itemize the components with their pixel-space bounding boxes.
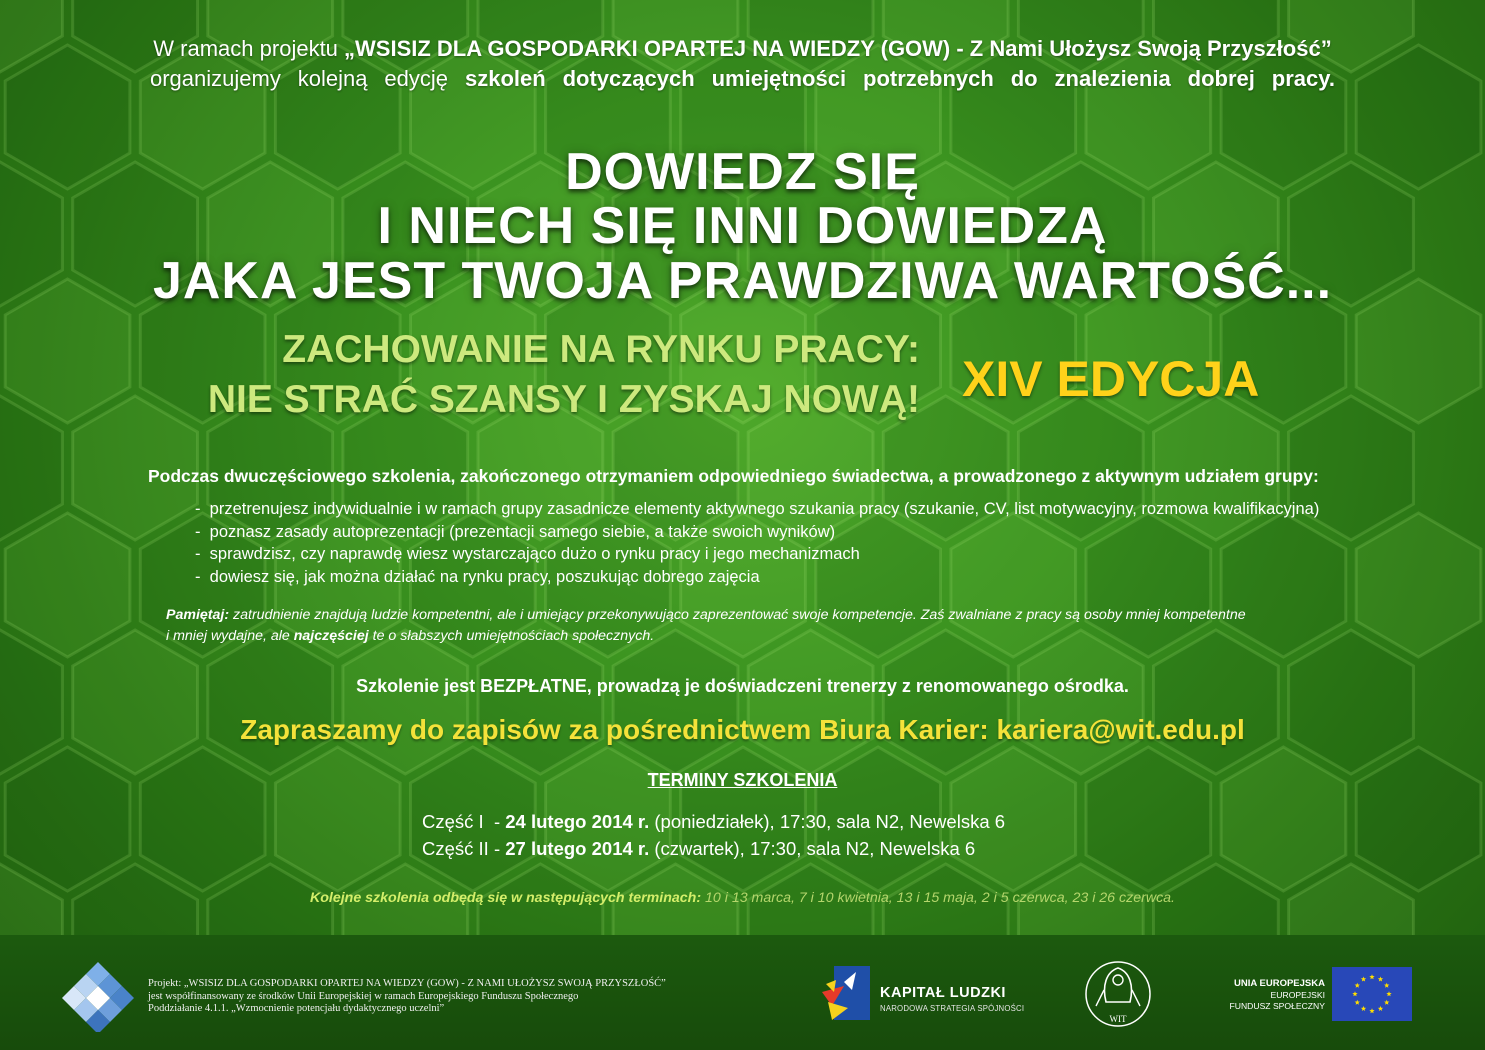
- eu-fund: EUROPEJSKI FUNDUSZ SPOŁECZNY: [1229, 990, 1325, 1011]
- remember-label: Pamiętaj:: [166, 607, 230, 623]
- lead-text: Podczas dwuczęściowego szkolenia, zakończonego otrzymaniem odpowiedniego świadectwa, a prowadzonego z aktywnym udziałem grupy:: [148, 466, 1319, 486]
- benefits-list: [195, 498, 1319, 588]
- wsisiz-logo: [56, 960, 140, 1032]
- project-info: Projekt: „WSISIZ DLA GOSPODARKI OPARTEJ NA WIEDZY (GOW) - Z NAMI UŁOŻYSZ SWOJĄ PRZYSZŁOŚĆ” jest współfinansowany ze środków Unii Europejskiej w ramach Europejskiego Funduszu Społecznego Poddziałanie 4.1.1. „Wzmocnienie potencjału dydaktycznego uczelni”: [148, 978, 666, 1014]
- subtitle-line-2: NIE STRAĆ SZANSY I ZYSKAJ NOWĄ!: [207, 378, 920, 421]
- wit-label: WIT: [1109, 1014, 1127, 1024]
- intro-line-2: organizujemy kolejną edycję szkoleń dotyczących umiejętności potrzebnych do znalezienia dobrej pracy.: [150, 66, 1335, 91]
- terms-title: TERMINY SZKOLENIA: [647, 770, 838, 790]
- free-training-note: Szkolenie jest BEZPŁATNE, prowadzą je doświadczeni trenerzy z renomowanego ośrodka.: [356, 676, 1129, 696]
- next-trainings: Kolejne szkolenia odbędą się w następujących terminach: 10 i 13 marca, 7 i 10 kwietnia, 13 i 15 maja, 2 i 5 czerwca, 23 i 26 czerwca.: [309, 890, 1175, 906]
- list-item: - przetrenujesz indywidualnie i w ramach grupy zasadnicze elementy aktywnego szukania pracy (szukanie, CV, list motywacyjny, rozmowa kwalifikacyjna): [195, 498, 1319, 521]
- invite-line: Zapraszamy do zapisów za pośrednictwem Biura Karier: kariera@wit.edu.pl: [240, 714, 1245, 745]
- list-item: - poznasz zasady autoprezentacji (prezentacji samego siebie, a także swoich wyników): [195, 521, 1319, 544]
- eu-flag-icon: [1332, 967, 1412, 1021]
- edition-label: XIV EDYCJA: [962, 351, 1260, 407]
- eu-title: UNIA EUROPEJSKA: [1234, 978, 1325, 989]
- kapital-ludzki-logo: [822, 962, 872, 1024]
- term-part-1: Część I - 24 lutego 2014 r. (poniedziałek), 17:30, sala N2, Newelska 6: [422, 811, 1006, 832]
- intro-line-1: W ramach projektu „WSISIZ DLA GOSPODARKI OPARTEJ NA WIEDZY (GOW) - Z Nami Ułożysz Swoją Przyszłość”: [153, 36, 1332, 61]
- term-part-2: Część II - 27 lutego 2014 r. (czwartek), 17:30, sala N2, Newelska 6: [422, 838, 976, 859]
- kapital-ludzki-title: KAPITAŁ LUDZKI: [880, 985, 1006, 1001]
- remember-note: Pamiętaj: zatrudnienie znajdują ludzie kompetentni, ale i umiejący przekonywująco zaprezentować swoje kompetencje. Zaś zwalniane z pracy są osoby mniej kompetentne i mniej wydajne, ale najczęściej te o słabszych umiejętnościach społecznych.: [166, 607, 1246, 644]
- headline-line-3: JAKA JEST TWOJA PRAWDZIWA WARTOŚĆ...: [152, 252, 1333, 310]
- kapital-ludzki-subtitle: NARODOWA STRATEGIA SPÓJNOŚCI: [880, 1004, 1025, 1013]
- headline-line-1: DOWIEDZ SIĘ: [565, 143, 920, 201]
- list-item: - dowiesz się, jak można działać na rynku pracy, poszukując dobrego zajęcia: [195, 566, 1319, 589]
- subtitle-line-1: ZACHOWANIE NA RYNKU PRACY:: [282, 328, 920, 371]
- list-item: - sprawdzisz, czy naprawdę wiesz wystarczająco dużo o rynku pracy i jego mechanizmach: [195, 543, 1319, 566]
- headline-line-2: I NIECH SIĘ INNI DOWIEDZĄ: [377, 197, 1108, 255]
- wit-logo: [1082, 958, 1154, 1030]
